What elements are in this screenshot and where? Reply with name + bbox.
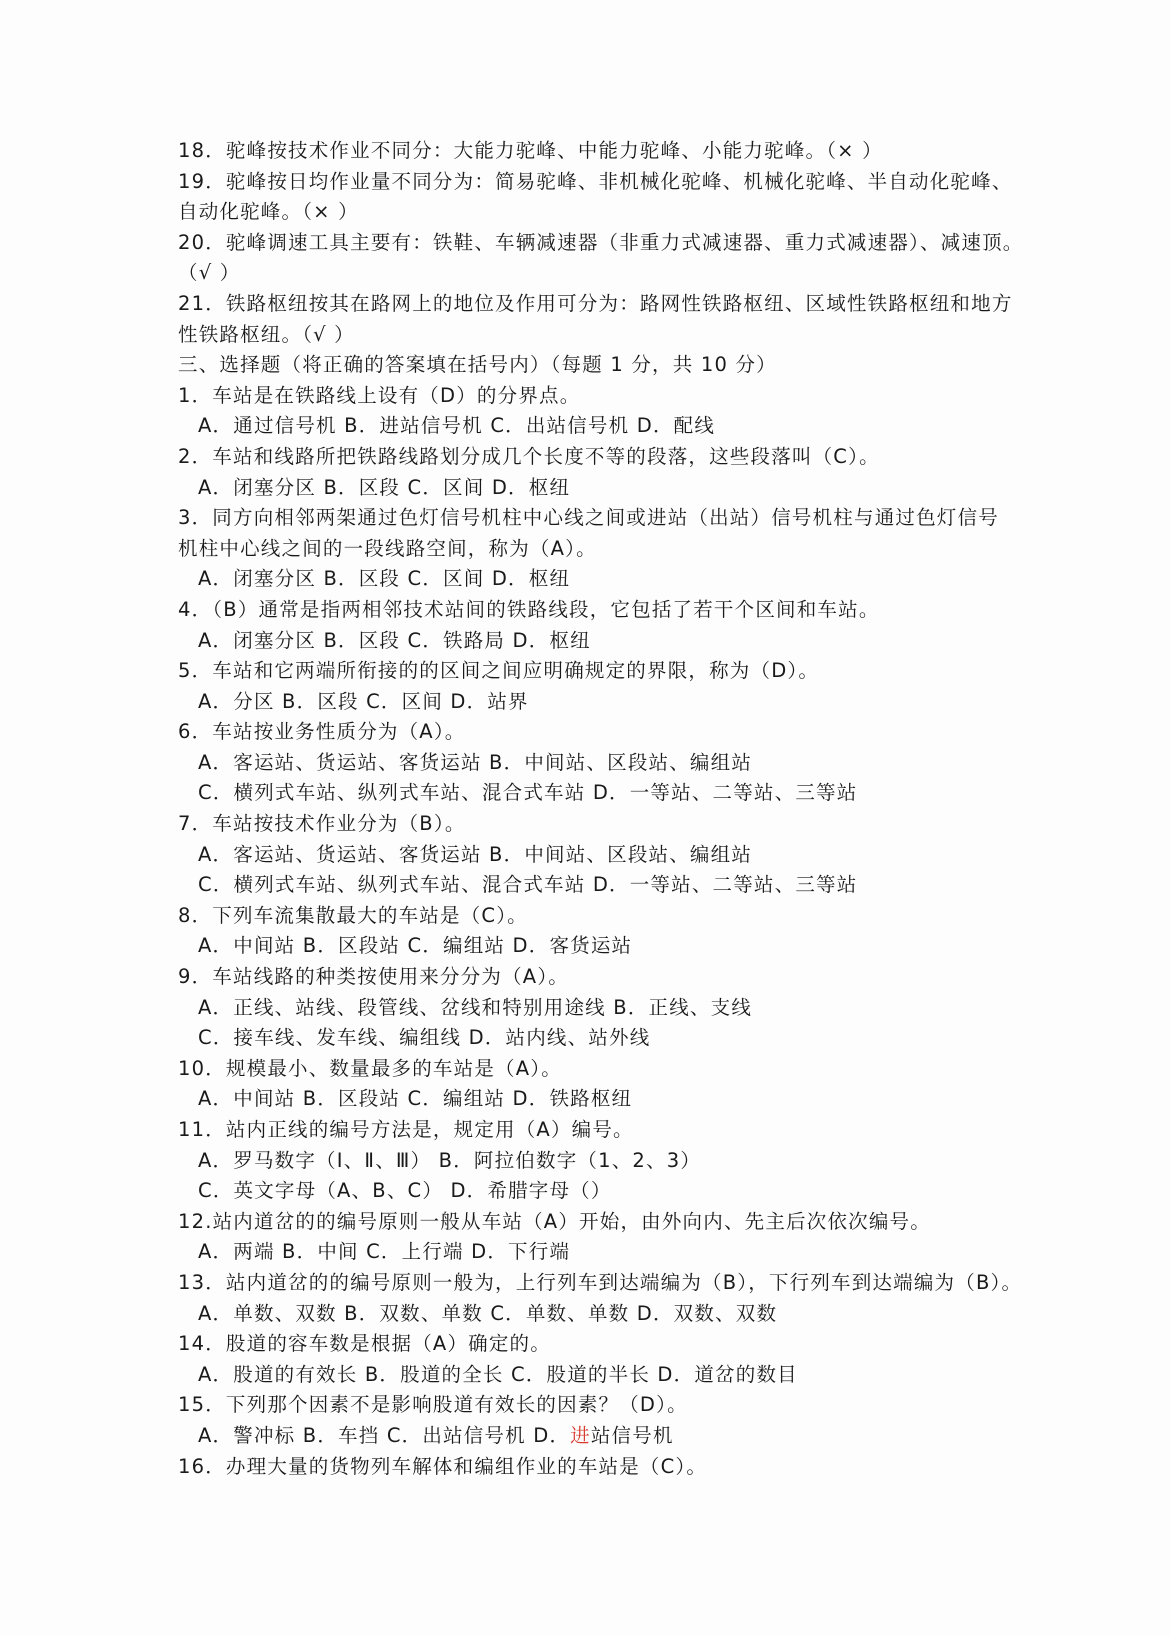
section-title: 三、选择题（将正确的答案填在括号内）（每题 1 分，共 10 分） bbox=[178, 353, 777, 377]
question-14: 14．股道的容车数是根据（A）确定的。 bbox=[178, 1332, 551, 1356]
judgement-21-line-1: 21．铁路枢纽按其在路网上的地位及作用可分为：路网性铁路枢纽、区域性铁路枢纽和地方 bbox=[178, 291, 1013, 315]
question-4-options: A．闭塞分区 B．区段 C．铁路局 D．枢纽 bbox=[198, 628, 591, 652]
question-1-options: A．通过信号机 B．进站信号机 C．出站信号机 D．配线 bbox=[198, 414, 716, 438]
judgement-20-line-2: （√ ） bbox=[178, 261, 241, 285]
question-12-options: A．两端 B．中间 C．上行端 D．下行端 bbox=[198, 1240, 571, 1264]
question-3-options: A．闭塞分区 B．区段 C．区间 D．枢纽 bbox=[198, 567, 571, 591]
question-13: 13．站内道岔的的编号原则一般为，上行列车到达端编为（B），下行列车到达端编为（B）。 bbox=[178, 1270, 1023, 1294]
question-9-options-2: C．接车线、发车线、编组线 D．站内线、站外线 bbox=[198, 1026, 651, 1050]
question-3-line-1: 3．同方向相邻两架通过色灯信号机柱中心线之间或进站（出站）信号机柱与通过色灯信号 bbox=[178, 506, 999, 530]
question-8-options: A．中间站 B．区段站 C．编组站 D．客货运站 bbox=[198, 934, 633, 958]
question-9: 9．车站线路的种类按使用来分分为（A）。 bbox=[178, 965, 569, 989]
question-3-line-2: 机柱中心线之间的一段线路空间，称为（A）。 bbox=[178, 536, 597, 560]
question-5-options: A．分区 B．区段 C．区间 D．站界 bbox=[198, 689, 529, 713]
question-8: 8．下列车流集散最大的车站是（C）。 bbox=[178, 903, 528, 927]
question-15-options bbox=[178, 1421, 1008, 1452]
question-2-options: A．闭塞分区 B．区段 C．区间 D．枢纽 bbox=[198, 475, 571, 499]
question-11-options-2: C．英文字母（A、B、C） D．希腊字母（） bbox=[198, 1179, 612, 1203]
question-7: 7．车站按技术作业分为（B）。 bbox=[178, 812, 466, 836]
question-10: 10．规模最小、数量最多的车站是（A）。 bbox=[178, 1056, 562, 1080]
question-10-options: A．中间站 B．区段站 C．编组站 D．铁路枢纽 bbox=[198, 1087, 633, 1111]
question-15-options-prefix: A．警冲标 B．车挡 C．出站信号机 D． bbox=[198, 1423, 571, 1447]
judgement-19-line-1: 19．驼峰按日均作业量不同分为：简易驼峰、非机械化驼峰、机械化驼峰、半自动化驼峰、 bbox=[178, 169, 1013, 193]
document-content bbox=[178, 136, 1024, 1482]
question-7-options-1: A．客运站、货运站、客货运站 B．中间站、区段站、编组站 bbox=[198, 842, 753, 866]
question-14-options: A．股道的有效长 B．股道的全长 C．股道的半长 D．道岔的数目 bbox=[198, 1362, 798, 1386]
question-2: 2．车站和线路所把铁路线路划分成几个长度不等的段落，这些段落叫（C）。 bbox=[178, 444, 880, 468]
question-16: 16．办理大量的货物列车解体和编组作业的车站是（C）。 bbox=[178, 1454, 708, 1478]
judgement-20-line-1: 20．驼峰调速工具主要有：铁鞋、车辆减速器（非重力式减速器、重力式减速器）、减速顶。 bbox=[178, 230, 1024, 254]
question-12: 12.站内道岔的的编号原则一般从车站（A）开始，由外向内、先主后次依次编号。 bbox=[178, 1209, 931, 1233]
question-11-options-1: A．罗马数字（Ⅰ、Ⅱ、Ⅲ） B．阿拉伯数字（1、2、3） bbox=[198, 1148, 702, 1172]
question-5: 5．车站和它两端所衔接的的区间之间应明确规定的界限，称为（D）。 bbox=[178, 659, 820, 683]
question-6: 6．车站按业务性质分为（A）。 bbox=[178, 720, 466, 744]
judgement-18-line-1: 18．驼峰按技术作业不同分：大能力驼峰、中能力驼峰、小能力驼峰。（× ） bbox=[178, 139, 883, 162]
question-7-options-2: C．横列式车站、纵列式车站、混合式车站 D．一等站、二等站、三等站 bbox=[198, 873, 858, 897]
question-15-highlighted-char: 进 bbox=[570, 1423, 591, 1447]
question-9-options-1: A．正线、站线、段管线、岔线和特别用途线 B．正线、支线 bbox=[198, 995, 753, 1019]
judgement-21-line-2: 性铁路枢纽。（√ ） bbox=[178, 322, 355, 346]
question-15: 15．下列那个因素不是影响股道有效长的因素？（D）。 bbox=[178, 1393, 688, 1417]
judgement-19-line-2: 自动化驼峰。（× ） bbox=[178, 200, 359, 224]
question-6-options-2: C．横列式车站、纵列式车站、混合式车站 D．一等站、二等站、三等站 bbox=[198, 781, 858, 805]
question-13-options: A．单数、双数 B．双数、单数 C．单数、单数 D．双数、双数 bbox=[198, 1301, 778, 1325]
question-4: 4．（B）通常是指两相邻技术站间的铁路线段，它包括了若干个区间和车站。 bbox=[178, 597, 880, 621]
question-1: 1．车站是在铁路线上设有（D）的分界点。 bbox=[178, 383, 581, 407]
question-6-options-1: A．客运站、货运站、客货运站 B．中间站、区段站、编组站 bbox=[198, 750, 753, 774]
question-11: 11．站内正线的编号方法是，规定用（A）编号。 bbox=[178, 1118, 634, 1141]
question-15-options-suffix: 站信号机 bbox=[590, 1423, 674, 1447]
